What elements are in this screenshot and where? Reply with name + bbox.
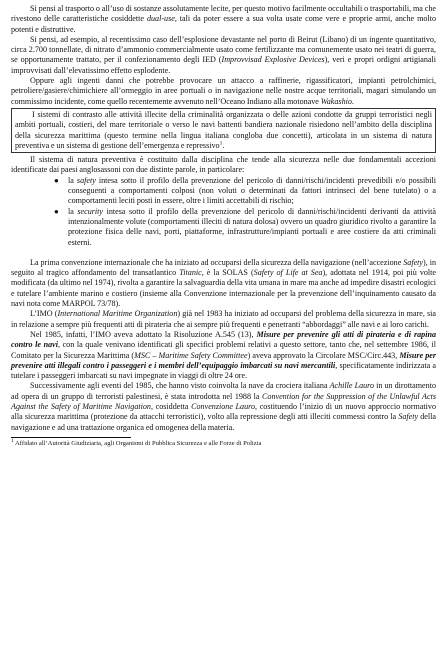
text-run: International Maritime Organization (57, 309, 178, 319)
text-run: la (68, 175, 77, 185)
text-run: . (222, 140, 225, 150)
footnote-reference: 1 (219, 140, 223, 147)
text-run: Oppure agli ingenti danni che potrebbe provocare un attacco a raffinerie, rigassificatori, impianti petrolchimici, petroliere/gasiere/chimichiere all’ormeggio in aree portuali o in navigazione nelle nostre acque territoriali, magari simulando un commissimo incidente, come quello recentemente avvenuto nell’Oceano Indiano alla motonave (11, 76, 436, 106)
text-run: della navigazione e ad una trattazione organica ed omogenea della materia. (11, 412, 436, 432)
text-run: L’IMO ( (30, 309, 58, 319)
text-run: . (351, 96, 354, 106)
text-run: , cosiddetta (150, 401, 192, 411)
paragraph-beirut (11, 35, 436, 76)
text-run: Successivamente agli eventi del 1985, che hanno visto coinvolta la nave da crociera italiana (30, 381, 330, 391)
text-run: Wakashio (320, 96, 352, 106)
paragraph-achille-lauro (11, 381, 436, 432)
text-run: ), adottata nel 1914, poi più volte modificata (da ultimo nel 1974), rivolta a garantire la salvaguardia della vita umana in mare ma anche ad impedire disastri ecologici e tutelare l’ambiente marino e costiero (insieme alla Convenzione internazionale per la prevenzione dell’inquinamento causato da navi nota come MARPOL 73/78). (11, 268, 436, 309)
text-run: ) già nel 1983 ha iniziato ad occuparsi del problema della sicurezza in mare, sia in relazione a sempre più frequenti atti di pirateria che ai sempre più frequenti e penetranti “abbordaggi” alle navi e ai loro carichi. (11, 309, 436, 329)
paragraph-preventive-system (11, 155, 436, 176)
text-run: Il sistema di natura preventiva è costituito dalla disciplina che tende alla sicurezza nelle due fondamentali accezioni identificate dai paesi anglosassoni con due distinte parole, in particolare: (11, 155, 436, 175)
paragraph-contrast-systems (15, 110, 432, 151)
text-run: ), in seguito al tragico affondamento del transatlantico (11, 257, 436, 278)
text-run: Achille Lauro (329, 381, 375, 391)
text-run: , con la quale venivano identificati gli specifici problemi relativi a questo settore, tanto che, nel settembre 1986, il Comitato per la Sicurezza Marittima ( (11, 340, 436, 360)
text-run: ) aveva approvato la Circolare MSC/Circ.443, (247, 350, 400, 360)
paragraph-solas (11, 258, 436, 309)
text-run: Safety (398, 412, 419, 422)
text-run: , costituendo l’inizio di un nuovo approccio normativo alla sicurezza marittima (protezione da attacchi terroristici), volto alla repressione degli atti illeciti commessi contro la (11, 401, 437, 422)
text-run: Misure per prevenire gli atti di pirateria e di rapina contro le navi (11, 329, 436, 350)
text-run: , specificatamente indirizzata a tutelare i passeggeri imbarcati su navi impegnate in viaggi di oltre 24 ore. (11, 360, 436, 381)
text-run: Safety of Life at Sea (253, 268, 323, 278)
paragraph-attacks (11, 76, 436, 107)
footnote-marker: 1 (11, 437, 14, 444)
highlighted-box (11, 108, 436, 153)
footnote-text: Affidato all’Autorità Giudiziaria, agli Organismi di Pubblica Sicurezza e alle Forze di Polizia (13, 439, 262, 447)
paragraph-dual-use (11, 4, 436, 35)
text-run: Safety (403, 257, 424, 267)
text-run: intesa sotto il profilo della prevenzione del pericolo di danni/rischi/incidenti prevedibili e/o possibili conseguenti a comportamenti colposi (non voluti o determinati da fattori intrinseci del bene tutelato) o a comportamenti leciti posti in essere, oltre i limiti accettabili di rischio; (68, 175, 436, 206)
bullet-icon: ● (54, 175, 59, 185)
paragraph-resolution (11, 330, 436, 381)
text-run: safety (76, 175, 96, 185)
definition-list (11, 176, 436, 248)
text-run: Nel 1985, infatti, l’IMO aveva adottato la Risoluzione A.545 (13), (30, 329, 257, 339)
text-run: security (77, 206, 104, 216)
text-run: La prima convenzione internazionale che ha iniziato ad occuparsi della sicurezza della navigazione (nell’accezione (30, 257, 404, 267)
text-run: dual-use (146, 14, 175, 24)
text-run: , è la SOLAS ( (201, 268, 254, 278)
text-run: la (68, 206, 78, 216)
text-run: Improvvisad Explosive Devices (221, 55, 325, 65)
text-run: in un dirottamento ad opera di un gruppo di terroristi palestinesi, è stata introdotta nel 1988 la (11, 381, 436, 401)
text-run: Convention for the Suppression of the Unlawful Acts Against the Safety of Maritime Navigation (11, 391, 436, 411)
text-run: ), veri e propri ordigni artigianali improvvisati dall’elevatissimo effetto esplodente. (11, 55, 437, 75)
list-item-safety (54, 175, 436, 207)
text-run: intesa sotto il profilo della prevenzione del pericolo di danni/rischi/incidenti derivanti da attività intenzionalmente volute (comportamenti illeciti di natura dolosa) ovvero un quadro giuridico rivolto a garantire la protezione fisica delle navi, porti, piattaforme, infrastrutture/impianti portuali e aree costiere da atti criminali esterni. (68, 206, 436, 247)
text-run: Si pensi al trasporto o all’uso di sostanze assolutamente lecite, per questo motivo facilmente occultabili o trasportabili, ma che rivestono delle caratteristiche cosiddette (11, 4, 436, 24)
text-run: Misure per prevenire atti illegali contro i passeggeri e i membri dell’equipaggio imbarcati su navi mercantili (11, 350, 437, 370)
footnote (11, 437, 436, 448)
text-run: Si pensi, ad esempio, al recentissimo caso dell’esplosione devastante nel porto di Beirut (Libano) di un ingente quantitativo, circa 2.700 tonnellate, di nitrato d’ammonio commercialmente usato come fertilizzante ma comunemente usato nei teatri di guerra, se opportunamente trattato, per il confezionamento degli IED ( (11, 34, 436, 65)
text-run: , tali da poter essere a sua volta usate come vere e proprie armi, anche molto potenti e distruttive. (11, 14, 436, 34)
bullet-icon: ● (54, 206, 59, 216)
list-item-security (54, 206, 436, 248)
footnote-rule (11, 437, 131, 438)
spacer (11, 248, 436, 258)
text-run: MSC – Maritime Safety Committee (134, 350, 248, 360)
paragraph-imo (11, 309, 436, 330)
text-run: I sistemi di contrasto alle attività illecite della criminalità organizzata o delle azioni condotte da gruppi terroristici negli ambiti portuali, costieri, del mare territoriale o verso le navi battenti bandiera nazionale risiedono nell’ambito della disciplina della sicurezza marittima (questo termine nella lingua italiana congloba due concetti), articolata in un sistema di natura preventiva e un sistema di gestione dell’emergenza e repressivo (15, 109, 432, 150)
text-run: Titanic (179, 268, 202, 278)
text-run: Convenzione Lauro (191, 401, 256, 411)
